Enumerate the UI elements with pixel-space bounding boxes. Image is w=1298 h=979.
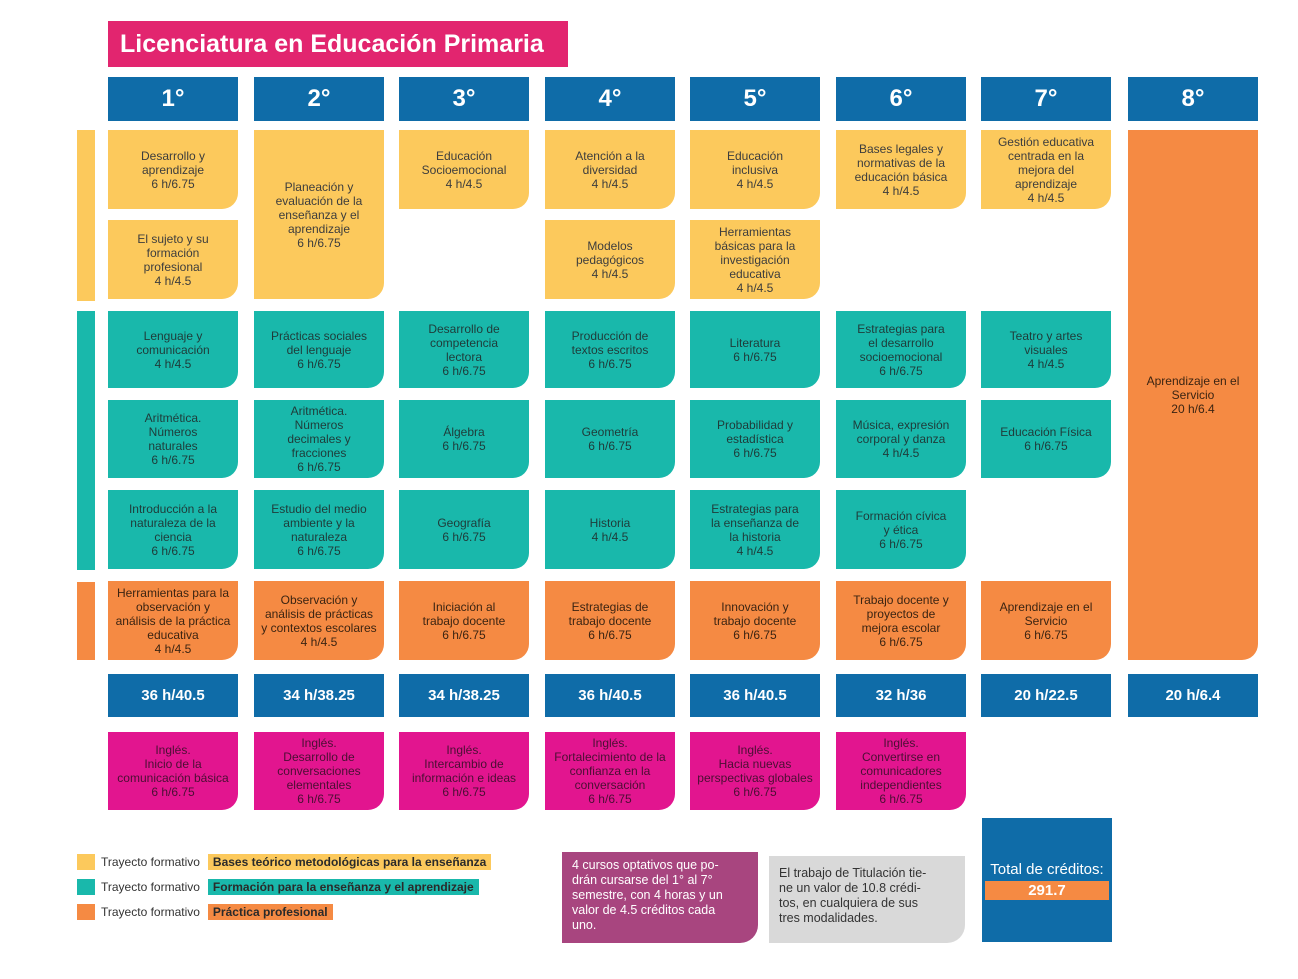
semester-header: 4° (545, 77, 675, 121)
course-box: Innovación y trabajo docente 6 h/6.75 (690, 581, 820, 660)
legend-label: Trayecto formativo (101, 880, 200, 894)
english-course-box: Inglés. Desarrollo de conversaciones elementales 6 h/6.75 (254, 732, 384, 810)
course-box: Prácticas sociales del lenguaje 6 h/6.75 (254, 311, 384, 388)
course-box: Producción de textos escritos 6 h/6.75 (545, 311, 675, 388)
legend-label: Trayecto formativo (101, 855, 200, 869)
semester-header: 8° (1128, 77, 1258, 121)
course-box: Estrategias para el desarrollo socioemocional 6 h/6.75 (836, 311, 966, 388)
course-box: Historia 4 h/4.5 (545, 490, 675, 569)
course-box: Literatura 6 h/6.75 (690, 311, 820, 388)
legend-label: Trayecto formativo (101, 905, 200, 919)
optional-courses-note: 4 cursos optativos que po- drán cursarse del 1° al 7° semestre, con 4 horas y un valor de 4.5 créditos cada uno. (562, 852, 758, 943)
legend-swatch (77, 854, 95, 870)
course-box: Música, expresión corporal y danza 4 h/4.5 (836, 400, 966, 478)
legend-swatch (77, 904, 95, 920)
semester-total: 32 h/36 (836, 674, 966, 717)
semester-total: 20 h/22.5 (981, 674, 1111, 717)
semester-total: 36 h/40.5 (108, 674, 238, 717)
course-box: Estudio del medio ambiente y la naturaleza 6 h/6.75 (254, 490, 384, 569)
semester-header: 2° (254, 77, 384, 121)
course-box: Herramientas para la observación y análisis de la práctica educativa 4 h/4.5 (108, 581, 238, 660)
english-course-box: Inglés. Intercambio de información e ideas 6 h/6.75 (399, 732, 529, 810)
course-box: Desarrollo y aprendizaje 6 h/6.75 (108, 130, 238, 209)
course-box: Atención a la diversidad 4 h/4.5 (545, 130, 675, 209)
course-box: Geografía 6 h/6.75 (399, 490, 529, 569)
course-box: Iniciación al trabajo docente 6 h/6.75 (399, 581, 529, 660)
legend-bar-practica (77, 582, 95, 660)
semester-header: 7° (981, 77, 1111, 121)
course-box: Estrategias para la enseñanza de la historia 4 h/4.5 (690, 490, 820, 569)
semester-header: 5° (690, 77, 820, 121)
course-box: Bases legales y normativas de la educación básica 4 h/4.5 (836, 130, 966, 209)
semester-total: 36 h/40.5 (690, 674, 820, 717)
course-box: Planeación y evaluación de la enseñanza y el aprendizaje 6 h/6.75 (254, 130, 384, 299)
course-box: Álgebra 6 h/6.75 (399, 400, 529, 478)
titulation-note: El trabajo de Titulación tie- ne un valor de 10.8 crédi- tos, en cualquiera de sus tres modalidades. (769, 856, 965, 943)
semester-header: 1° (108, 77, 238, 121)
english-course-box: Inglés. Convertirse en comunicadores independientes 6 h/6.75 (836, 732, 966, 810)
semester-total: 34 h/38.25 (254, 674, 384, 717)
total-credits-value: 291.7 (985, 881, 1109, 900)
course-box: Herramientas básicas para la investigación educativa 4 h/4.5 (690, 220, 820, 299)
legend-track-name: Formación para la enseñanza y el aprendizaje (208, 879, 479, 895)
course-box: Aprendizaje en el Servicio 20 h/6.4 (1128, 130, 1258, 660)
legend-bar-formacion (77, 311, 95, 570)
course-box: Desarrollo de competencia lectora 6 h/6.75 (399, 311, 529, 388)
course-box: Teatro y artes visuales 4 h/4.5 (981, 311, 1111, 388)
course-box: Educación inclusiva 4 h/4.5 (690, 130, 820, 209)
course-box: Educación Socioemocional 4 h/4.5 (399, 130, 529, 209)
legend-item (77, 903, 333, 921)
semester-total: 34 h/38.25 (399, 674, 529, 717)
legend-track-name: Bases teórico metodológicas para la enseñanza (208, 854, 491, 870)
course-box: Gestión educativa centrada en la mejora del aprendizaje 4 h/4.5 (981, 130, 1111, 209)
course-box: Aritmética. Números decimales y fracciones 6 h/6.75 (254, 400, 384, 478)
semester-total: 36 h/40.5 (545, 674, 675, 717)
english-course-box: Inglés. Fortalecimiento de la confianza en la conversación 6 h/6.75 (545, 732, 675, 810)
legend-item (77, 853, 491, 871)
english-course-box: Inglés. Hacia nuevas perspectivas globales 6 h/6.75 (690, 732, 820, 810)
course-box: Probabilidad y estadística 6 h/6.75 (690, 400, 820, 478)
total-credits-label: Total de créditos: (990, 860, 1104, 878)
semester-total: 20 h/6.4 (1128, 674, 1258, 717)
course-box: Formación cívica y ética 6 h/6.75 (836, 490, 966, 569)
english-course-box: Inglés. Inicio de la comunicación básica 6 h/6.75 (108, 732, 238, 810)
legend-bar-bases (77, 130, 95, 301)
course-box: Educación Física 6 h/6.75 (981, 400, 1111, 478)
page-title: Licenciatura en Educación Primaria (108, 21, 568, 67)
legend-swatch (77, 879, 95, 895)
legend-item (77, 878, 479, 896)
course-box: Lenguaje y comunicación 4 h/4.5 (108, 311, 238, 388)
semester-header: 3° (399, 77, 529, 121)
course-box: El sujeto y su formación profesional 4 h/4.5 (108, 220, 238, 299)
course-box: Aritmética. Números naturales 6 h/6.75 (108, 400, 238, 478)
legend-track-name: Práctica profesional (208, 904, 333, 920)
course-box: Estrategias de trabajo docente 6 h/6.75 (545, 581, 675, 660)
course-box: Geometría 6 h/6.75 (545, 400, 675, 478)
course-box: Aprendizaje en el Servicio 6 h/6.75 (981, 581, 1111, 660)
course-box: Observación y análisis de prácticas y contextos escolares 4 h/4.5 (254, 581, 384, 660)
course-box: Introducción a la naturaleza de la ciencia 6 h/6.75 (108, 490, 238, 569)
course-box: Modelos pedagógicos 4 h/4.5 (545, 220, 675, 299)
semester-header: 6° (836, 77, 966, 121)
course-box: Trabajo docente y proyectos de mejora escolar 6 h/6.75 (836, 581, 966, 660)
total-credits (982, 818, 1112, 942)
